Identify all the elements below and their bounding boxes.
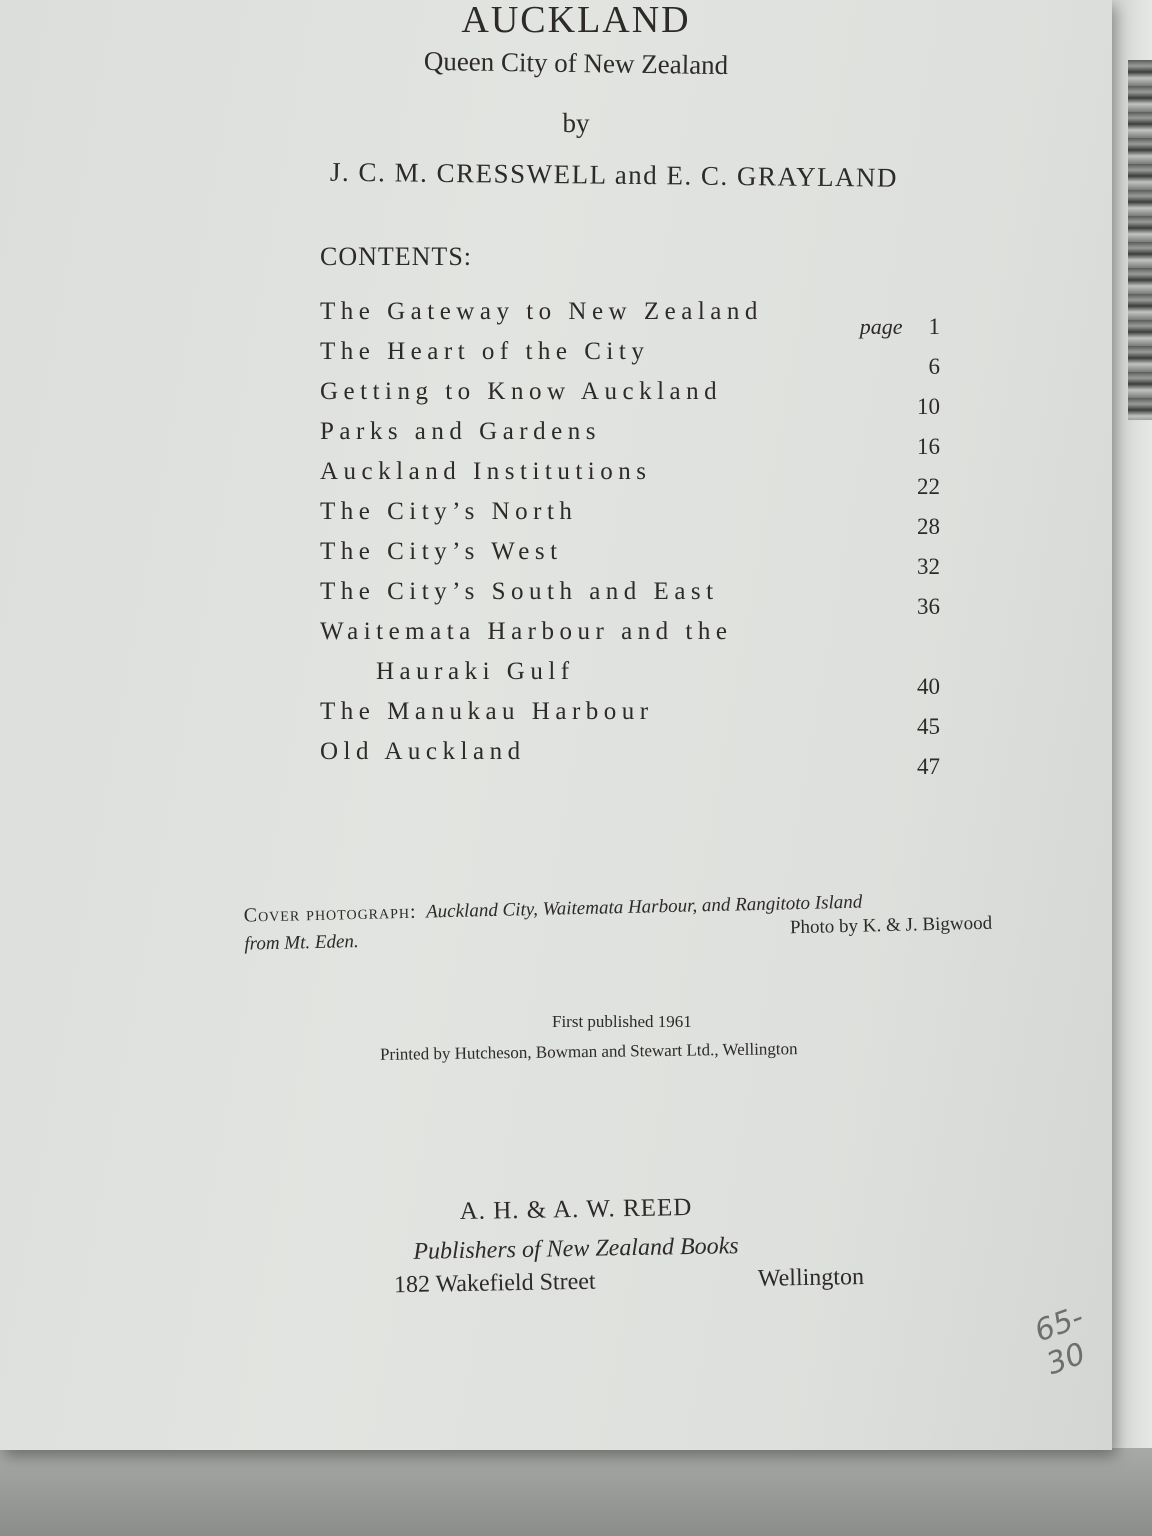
- publisher-address: [394, 1264, 874, 1299]
- photo-credit: Photo by K. & J. Bigwood: [789, 912, 993, 939]
- authors: J. C. M. CRESSWELL and E. C. GRAYLAND: [329, 156, 899, 193]
- publisher-name: A. H. & A. W. REED: [459, 1193, 693, 1226]
- toc-page: 28: [917, 514, 940, 539]
- toc-title: The Heart of the City: [320, 338, 650, 365]
- toc-title: The City’s North: [320, 498, 578, 525]
- toc-entry: [320, 618, 960, 658]
- book-edge: [0, 1448, 1152, 1536]
- toc-page: 47: [917, 754, 940, 779]
- contents-heading: CONTENTS:: [320, 242, 472, 271]
- publisher-street: 182 Wakefield Street: [393, 1268, 596, 1299]
- toc-entry: [320, 538, 960, 578]
- first-published: First published 1961: [552, 1012, 692, 1031]
- toc-title: The City’s West: [320, 538, 563, 565]
- toc-entry: [320, 458, 960, 498]
- toc-title: The Manukau Harbour: [320, 698, 654, 725]
- book-title: AUCKLAND: [461, 0, 691, 41]
- toc-entry: [320, 418, 960, 458]
- cover-photo-credit: [243, 887, 1004, 959]
- toc-title: Auckland Institutions: [320, 458, 652, 485]
- toc-title: Hauraki Gulf: [376, 658, 575, 685]
- printer-line: Printed by Hutcheson, Bowman and Stewart Ltd., Wellington: [379, 1039, 798, 1064]
- toc-title: Waitemata Harbour and the: [320, 618, 733, 645]
- page-word: page: [859, 314, 903, 339]
- toc-entry: [320, 378, 960, 418]
- table-of-contents: [320, 298, 960, 778]
- toc-entry: [320, 498, 960, 538]
- cover-label: Cover photograph:: [243, 900, 417, 927]
- toc-page: 45: [917, 714, 940, 739]
- toc-title: The Gateway to New Zealand: [320, 298, 763, 325]
- toc-entry: [320, 338, 960, 378]
- publisher-tagline: Publishers of New Zealand Books: [413, 1233, 739, 1265]
- toc-title: Parks and Gardens: [320, 418, 601, 445]
- toc-title: Getting to Know Auckland: [320, 378, 723, 405]
- toc-title: The City’s South and East: [320, 578, 719, 605]
- toc-page: page 1: [859, 314, 940, 339]
- toc-page: 22: [917, 474, 940, 499]
- cover-description: Auckland City, Waitemata Harbour, and Rangitoto Island: [425, 891, 863, 923]
- by-line: by: [562, 108, 590, 138]
- toc-page: 32: [917, 554, 940, 579]
- publisher-city: Wellington: [757, 1263, 865, 1292]
- pencil-price-note: 65- 30: [1030, 1299, 1091, 1383]
- toc-entry: [320, 298, 960, 338]
- toc-page: 10: [917, 394, 940, 419]
- toc-entry-continued: [320, 658, 960, 698]
- toc-entry: [320, 578, 960, 618]
- toc-page: 16: [917, 434, 940, 459]
- cover-description-cont: from Mt. Eden.: [244, 931, 359, 955]
- toc-entry: [320, 738, 960, 778]
- toc-title: Old Auckland: [320, 738, 526, 765]
- toc-page: 36: [917, 594, 940, 619]
- book-subtitle: Queen City of New Zealand: [423, 45, 729, 81]
- toc-entry: [320, 698, 960, 738]
- toc-page: 40: [917, 674, 940, 699]
- toc-page: 6: [928, 354, 940, 379]
